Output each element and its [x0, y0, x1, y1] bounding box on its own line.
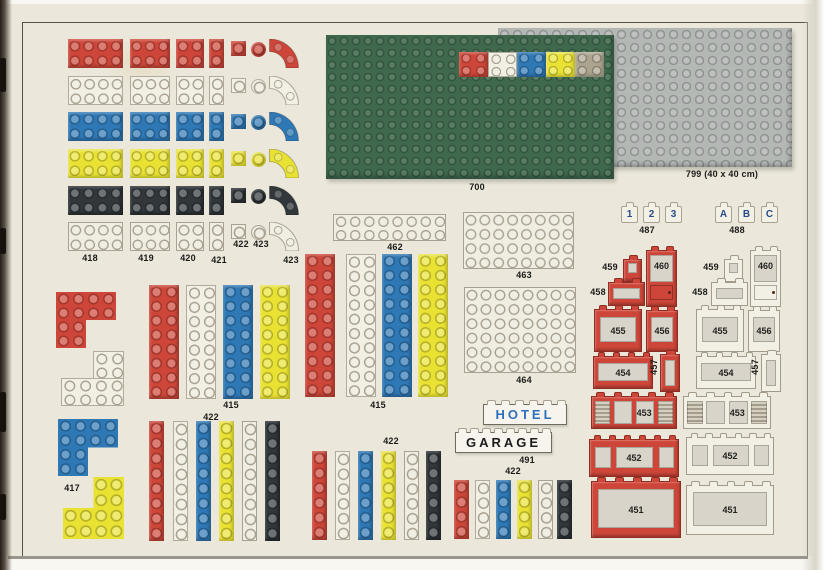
label-457: 457	[649, 359, 659, 375]
window-457-red	[660, 354, 680, 392]
stud	[543, 400, 552, 405]
label-459: 459	[602, 262, 618, 272]
part-number-label: 456	[654, 326, 670, 336]
label-457: 457	[750, 359, 760, 375]
stud	[666, 350, 676, 355]
plates-422-left-white	[173, 421, 188, 541]
grid-piece-r6-c6-outline	[251, 225, 266, 240]
plates-2x2-on-700-red	[459, 52, 488, 77]
part-number-label: 455	[610, 325, 626, 336]
part-number-label: 460	[757, 261, 774, 272]
stud	[724, 392, 733, 397]
stud	[506, 428, 515, 433]
stud	[666, 246, 674, 251]
window-453-white	[683, 396, 771, 429]
grid-piece-r4-c6-yellow	[251, 152, 266, 167]
plates-422-bottom-white	[475, 480, 490, 539]
glass-pane-0	[613, 288, 640, 299]
label-462: 462	[387, 242, 403, 252]
plates-2x2-on-700-yellow	[546, 52, 575, 77]
label-415: 415	[370, 400, 386, 410]
stud	[691, 481, 700, 486]
window-452-red	[589, 439, 679, 477]
label-417: 417	[64, 483, 80, 493]
glass-pane-0	[665, 360, 675, 386]
plates-422-bottom-yellow	[517, 480, 532, 539]
label-463: 463	[516, 270, 532, 280]
stud	[633, 477, 642, 482]
glass-pane-1	[614, 401, 632, 425]
stud	[733, 305, 741, 310]
stud	[609, 435, 617, 440]
stud	[667, 306, 675, 311]
quarter-curve-shape	[269, 39, 299, 68]
stud	[743, 202, 751, 207]
window-458-red	[608, 282, 645, 306]
stud	[766, 202, 774, 207]
stud	[530, 428, 539, 433]
corner-417-red	[56, 292, 116, 348]
glass-pane-0	[595, 447, 611, 468]
plates-422-mid-white	[335, 451, 350, 540]
grid-piece-r2-c3-white	[176, 76, 204, 105]
stud	[716, 352, 724, 357]
window-455-red	[594, 309, 642, 352]
plates-422-left-blue	[196, 421, 211, 541]
stud	[639, 435, 647, 440]
page-bottom-edge	[8, 556, 808, 559]
grid-piece-r3-c1-blue	[68, 112, 123, 141]
plates-422-bottom-blue	[496, 480, 511, 539]
stud	[720, 433, 727, 438]
grid-piece-r5-c6-black	[251, 189, 266, 204]
window-456-white	[748, 310, 780, 352]
stud	[770, 246, 778, 251]
stud	[515, 400, 524, 405]
glass-pane-0	[692, 445, 707, 466]
plates-422-bottom-black	[557, 480, 572, 539]
tile-2: 2	[643, 206, 660, 223]
stud	[735, 278, 744, 283]
binding-stitch-0	[0, 58, 6, 92]
part-number-label: 452	[722, 451, 738, 461]
label-458: 458	[590, 287, 606, 297]
grid-piece-r4-c5-yellow	[231, 151, 246, 166]
stud	[557, 400, 566, 405]
stud	[688, 392, 697, 397]
grid-piece-r4-c4-yellow	[209, 149, 224, 178]
glass-pane-2	[659, 447, 674, 468]
stud	[669, 477, 678, 482]
grid-piece-r1-c5-red	[231, 41, 246, 56]
window-454-white	[696, 356, 756, 389]
stud	[615, 305, 623, 310]
stud	[529, 400, 538, 405]
grid-piece-r6-c7-outline	[269, 222, 299, 251]
window-458-white	[711, 282, 748, 306]
corner-417-white-leg1	[93, 351, 125, 379]
window-456-red	[646, 310, 678, 352]
label-487: 487	[639, 225, 655, 235]
label-415: 415	[223, 400, 239, 410]
louver-pane-0	[687, 401, 703, 425]
tile-A: A	[715, 206, 732, 223]
plates-415-left-yellow	[260, 285, 290, 399]
grid-piece-r4-c2-yellow	[130, 149, 170, 178]
grid-piece-r1-c4-red	[209, 39, 224, 68]
plates-422-mid-yellow	[381, 451, 396, 540]
tile-3: 3	[665, 206, 682, 223]
label-422: 422	[203, 412, 219, 422]
stud	[648, 392, 657, 397]
stud	[762, 481, 771, 486]
stud	[487, 400, 496, 405]
grid-piece-r1-c1-red	[68, 39, 123, 68]
stud	[764, 433, 771, 438]
stud	[701, 305, 709, 310]
glass-pane-0	[628, 263, 638, 273]
stud	[458, 428, 467, 433]
stud	[648, 202, 656, 207]
plates-422-mid-blue	[358, 451, 373, 540]
grid-piece-r5-c2-black	[130, 186, 170, 215]
grid-piece-r3-c7-blue	[269, 112, 299, 141]
label-491: 491	[519, 455, 535, 465]
stud	[626, 202, 634, 207]
plate-2x8-462	[333, 214, 446, 241]
grid-piece-r2-c6-white	[251, 79, 266, 94]
stud	[727, 481, 736, 486]
stud	[651, 246, 659, 251]
part-number-label: 451	[628, 504, 644, 515]
part-number-label: 453	[729, 407, 745, 418]
plates-415-left-white	[186, 285, 216, 399]
window-454-red	[593, 356, 653, 389]
grid-piece-r5-c7-black	[269, 186, 299, 215]
part-number-label: 451	[722, 505, 738, 515]
grid-piece-r3-c6-blue	[251, 115, 266, 130]
plates-415-mid-red	[305, 254, 335, 397]
sign-hotel: HOTEL	[483, 404, 567, 425]
label-420: 420	[180, 253, 196, 263]
plates-422-bottom-outline	[538, 480, 553, 539]
grid-piece-r4-c7-yellow	[269, 149, 299, 178]
stud	[596, 392, 605, 397]
quarter-curve-shape	[269, 222, 299, 251]
stud	[597, 477, 606, 482]
stud	[701, 352, 709, 357]
part-number-label: 455	[712, 325, 728, 336]
plates-415-mid-yellow	[418, 254, 448, 397]
grid-piece-r6-c2-outline	[130, 222, 170, 251]
louver-pane-3	[658, 401, 674, 425]
stud	[614, 278, 623, 283]
louver-pane-3	[751, 401, 767, 425]
stud	[749, 433, 756, 438]
grid-piece-r3-c2-blue	[130, 112, 170, 141]
plates-422-mid-red	[312, 451, 327, 540]
glass-pane-0	[729, 263, 739, 273]
plates-415-left-blue	[223, 285, 253, 399]
window-455-white	[696, 309, 744, 352]
stud	[629, 255, 639, 260]
plates-422-left-outline	[242, 421, 257, 541]
plates-422-left-yellow	[219, 421, 234, 541]
sign-garage: GARAGE	[455, 432, 552, 453]
quarter-curve-shape	[269, 76, 299, 105]
stud	[628, 352, 636, 357]
part-number-label: 456	[756, 326, 772, 336]
window-457-white	[761, 354, 781, 392]
plate-4x8-463	[463, 212, 574, 269]
label-419: 419	[138, 253, 154, 263]
plates-415-left-red	[149, 285, 179, 399]
stud	[746, 352, 754, 357]
grid-piece-r5-c1-black	[68, 186, 123, 215]
grid-piece-r2-c7-white	[269, 76, 299, 105]
part-number-label: 453	[636, 407, 652, 418]
grid-piece-r6-c3-outline	[176, 222, 204, 251]
stud	[631, 305, 639, 310]
stud	[594, 435, 602, 440]
label-423: 423	[253, 239, 269, 249]
corner-417-blue	[58, 419, 118, 476]
window-453-red	[591, 396, 677, 429]
grid-piece-r6-c5-outline	[231, 224, 246, 239]
grid-piece-r3-c3-blue	[176, 112, 204, 141]
window-451-red	[591, 481, 681, 538]
stud	[598, 352, 606, 357]
tile-1: 1	[621, 206, 638, 223]
grid-piece-r5-c4-black	[209, 186, 224, 215]
plates-422-left-black	[265, 421, 280, 541]
part-number-label: 452	[626, 453, 642, 463]
stud	[720, 202, 728, 207]
grid-piece-r6-c1-outline	[68, 222, 123, 251]
stud	[670, 202, 678, 207]
label-423: 423	[283, 255, 299, 265]
grid-piece-r2-c5-white	[231, 78, 246, 93]
tile-C: C	[761, 206, 778, 223]
corner-417-white-leg2	[61, 378, 124, 406]
window-451-white	[686, 485, 774, 535]
part-number-label: 454	[615, 367, 631, 378]
plates-422-mid-black	[426, 451, 441, 540]
grid-piece-r3-c5-blue	[231, 114, 246, 129]
plate-6x8-464	[464, 287, 576, 373]
quarter-curve-shape	[269, 112, 299, 141]
stud	[624, 435, 632, 440]
binding-stitch-2	[0, 392, 6, 432]
stud	[651, 306, 659, 311]
label-418: 418	[82, 253, 98, 263]
binding-stitch-1	[0, 228, 6, 254]
stud	[744, 481, 753, 486]
binding-stitch-3	[0, 494, 6, 520]
stud	[735, 433, 742, 438]
tile-B: B	[738, 206, 755, 223]
grid-piece-r2-c1-white	[68, 76, 123, 105]
grid-piece-r2-c4-white	[209, 76, 224, 105]
stud	[717, 278, 726, 283]
plates-2x2-on-700-blue	[517, 52, 546, 77]
stud	[615, 477, 624, 482]
window-452-white	[686, 437, 774, 475]
plates-422-left-red	[149, 421, 164, 541]
stud	[542, 428, 551, 433]
stud	[614, 392, 623, 397]
plates-422-mid-outline	[404, 451, 419, 540]
label-458: 458	[692, 287, 708, 297]
stud	[631, 392, 640, 397]
part-number-label: 454	[718, 367, 734, 378]
grid-piece-r1-c6-red	[251, 42, 266, 57]
stud	[518, 428, 527, 433]
plates-415-mid-blue	[382, 254, 412, 397]
stud	[753, 306, 761, 311]
door-handle	[668, 291, 671, 294]
grid-piece-r1-c3-red	[176, 39, 204, 68]
book-binding	[0, 0, 12, 570]
stud	[482, 428, 491, 433]
part-number-label: 460	[653, 261, 670, 272]
stud	[717, 305, 725, 310]
grid-piece-r6-c4-outline	[209, 222, 224, 251]
label-421: 421	[211, 255, 227, 265]
quarter-curve-shape	[269, 186, 299, 215]
stud	[759, 392, 768, 397]
grid-piece-r5-c3-black	[176, 186, 204, 215]
glass-pane-2	[754, 445, 769, 466]
label-464: 464	[516, 375, 532, 385]
stud	[730, 255, 740, 260]
label-459: 459	[703, 262, 719, 272]
grid-piece-r1-c2-red	[130, 39, 170, 68]
stud	[731, 352, 739, 357]
grid-piece-r4-c1-yellow	[68, 149, 123, 178]
stud	[767, 350, 777, 355]
door-handle	[772, 291, 775, 294]
quarter-curve-shape	[269, 149, 299, 178]
stud	[643, 352, 651, 357]
plates-2x2-on-700-gray	[575, 52, 604, 77]
plates-2x2-on-700-white	[488, 52, 517, 77]
label-422: 422	[233, 239, 249, 249]
window-460-white	[750, 250, 781, 307]
glass-pane-1	[706, 401, 725, 425]
grid-piece-r5-c5-black	[231, 188, 246, 203]
stud	[494, 428, 503, 433]
stud	[665, 392, 674, 397]
stud	[705, 433, 712, 438]
stud	[613, 352, 621, 357]
label-799 (40 x 40 cm): 799 (40 x 40 cm)	[685, 169, 759, 179]
label-700: 700	[469, 182, 485, 192]
stud	[651, 477, 660, 482]
stud	[706, 392, 715, 397]
page-edge-shade	[802, 0, 824, 570]
stud	[769, 306, 777, 311]
plates-422-bottom-red	[454, 480, 469, 539]
window-460-red	[646, 250, 677, 307]
glass-pane-0	[766, 360, 776, 386]
stud	[654, 435, 662, 440]
grid-piece-r3-c4-blue	[209, 112, 224, 141]
stud	[709, 481, 718, 486]
label-422: 422	[505, 466, 521, 476]
stud	[470, 428, 479, 433]
grid-piece-r4-c3-yellow	[176, 149, 204, 178]
plates-415-mid-white	[346, 254, 376, 397]
stud	[669, 435, 677, 440]
glass-pane-0	[716, 288, 743, 299]
stud	[741, 392, 750, 397]
label-422: 422	[383, 436, 399, 446]
label-488: 488	[729, 225, 745, 235]
catalog-page	[6, 4, 812, 556]
grid-piece-r2-c2-white	[130, 76, 170, 105]
louver-pane-0	[595, 401, 611, 425]
stud	[691, 433, 698, 438]
stud	[501, 400, 510, 405]
stud	[632, 278, 641, 283]
grid-piece-r1-c7-red	[269, 39, 299, 68]
stud	[599, 305, 607, 310]
stud	[755, 246, 763, 251]
